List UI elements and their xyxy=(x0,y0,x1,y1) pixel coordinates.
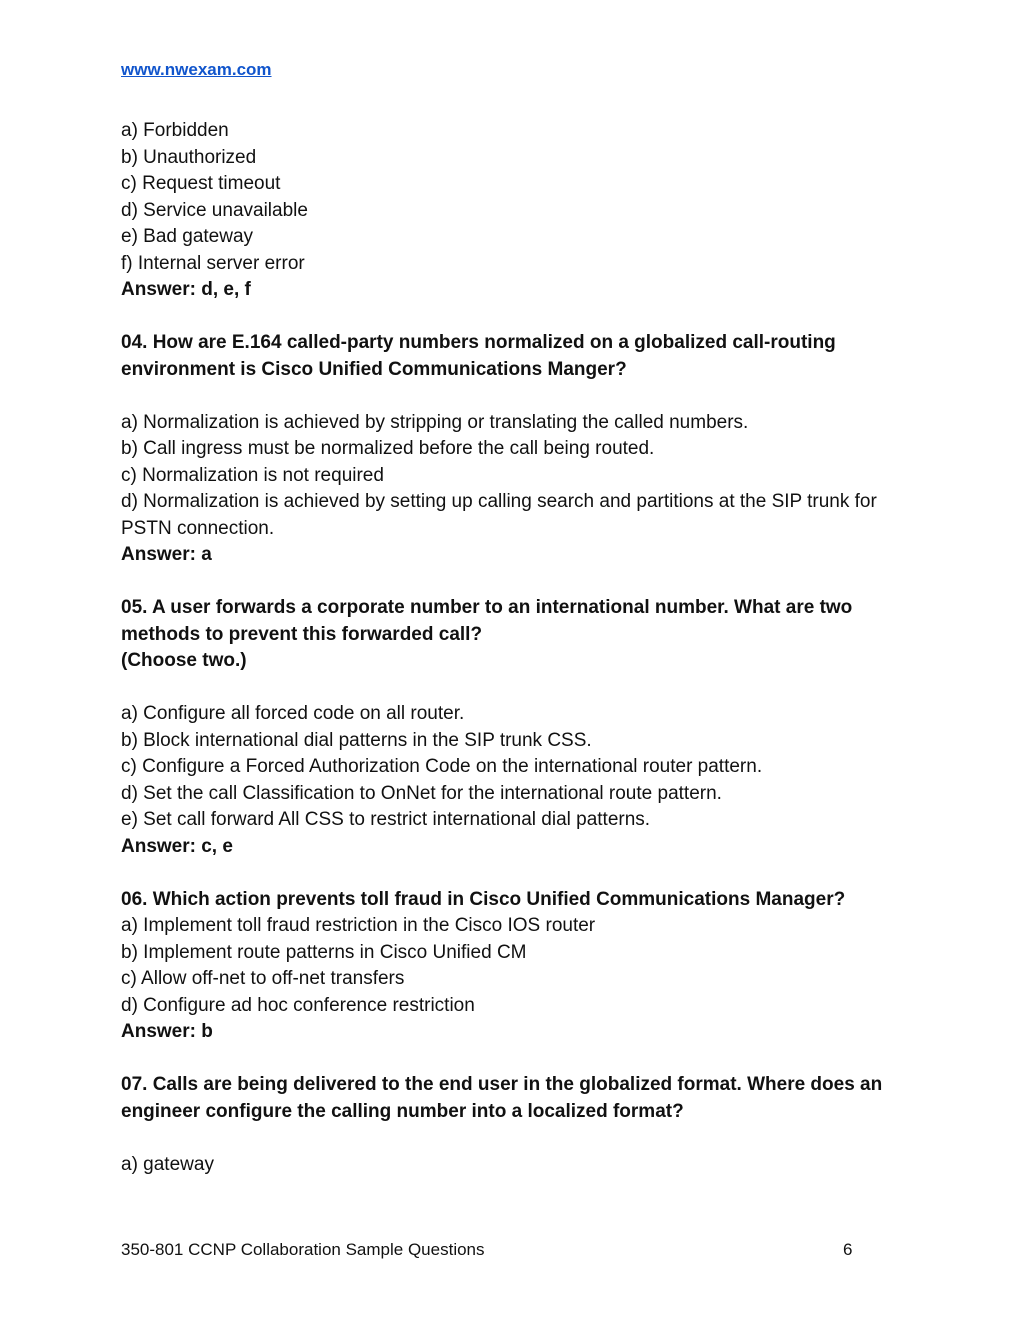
page-number: 6 xyxy=(843,1240,853,1259)
q06-option-d: d) Configure ad hoc conference restriction xyxy=(121,994,475,1016)
question-04 xyxy=(121,330,911,569)
q05-option-b: b) Block international dial patterns in the SIP trunk CSS. xyxy=(121,729,592,751)
q03-option-a: a) Forbidden xyxy=(121,120,229,141)
q04-option-a: a) Normalization is achieved by stripping or translating the called numbers. xyxy=(121,411,749,433)
q06-question: 06. Which action prevents toll fraud in Cisco Unified Communications Manager? xyxy=(121,888,846,910)
q03-answer: Answer: d, e, f xyxy=(121,279,251,300)
q06-option-b: b) Implement route patterns in Cisco Unified CM xyxy=(121,941,527,963)
q04-option-d: d) Normalization is achieved by setting up calling search and partitions at the SIP trunk for PSTN connection. xyxy=(121,491,877,539)
q04-answer: Answer: a xyxy=(121,544,212,565)
spacer xyxy=(121,1125,911,1152)
spacer xyxy=(121,304,911,331)
spacer xyxy=(121,675,911,702)
spacer xyxy=(121,1046,911,1073)
q03-option-e: e) Bad gateway xyxy=(121,226,254,247)
question-07 xyxy=(121,1072,911,1178)
q07-question: 07. Calls are being delivered to the end user in the globalized format. Where does an engineer configure the calling number into a localized format? xyxy=(121,1074,883,1122)
question-06 xyxy=(121,887,911,1046)
q06-answer: Answer: b xyxy=(121,1021,213,1042)
q06-option-c: c) Allow off-net to off-net transfers xyxy=(121,968,405,989)
q06-option-a: a) Implement toll fraud restriction in the Cisco IOS router xyxy=(121,915,596,936)
q05-option-a: a) Configure all forced code on all router. xyxy=(121,703,465,724)
header-link[interactable]: www.nwexam.com xyxy=(121,60,272,79)
spacer xyxy=(121,569,911,596)
q03-option-b: b) Unauthorized xyxy=(121,146,257,168)
q07-option-a: a) gateway xyxy=(121,1153,214,1175)
q05-question: 05. A user forwards a corporate number to an international number. What are two methods to prevent this forwarded call? xyxy=(121,597,853,645)
q03-option-d: d) Service unavailable xyxy=(121,199,308,221)
q05-answer: Answer: c, e xyxy=(121,835,233,857)
q03-option-c: c) Request timeout xyxy=(121,173,281,194)
question-05 xyxy=(121,595,911,860)
q04-question: 04. How are E.164 called-party numbers normalized on a globalized call-routing environment is Cisco Unified Communications Manger? xyxy=(121,332,836,380)
spacer xyxy=(121,860,911,887)
q04-option-b: b) Call ingress must be normalized before the call being routed. xyxy=(121,438,655,459)
q03-option-f: f) Internal server error xyxy=(121,252,305,274)
q05-option-c: c) Configure a Forced Authorization Code on the international router pattern. xyxy=(121,756,763,777)
spacer xyxy=(121,383,911,410)
q05-option-d: d) Set the call Classification to OnNet for the international route pattern. xyxy=(121,782,722,804)
q05-option-e: e) Set call forward All CSS to restrict international dial patterns. xyxy=(121,809,651,830)
q04-option-c: c) Normalization is not required xyxy=(121,464,384,486)
page-content xyxy=(121,118,911,1178)
footer-title: 350-801 CCNP Collaboration Sample Questions xyxy=(121,1240,485,1259)
q03-options xyxy=(121,118,911,304)
q05-note: (Choose two.) xyxy=(121,650,247,671)
